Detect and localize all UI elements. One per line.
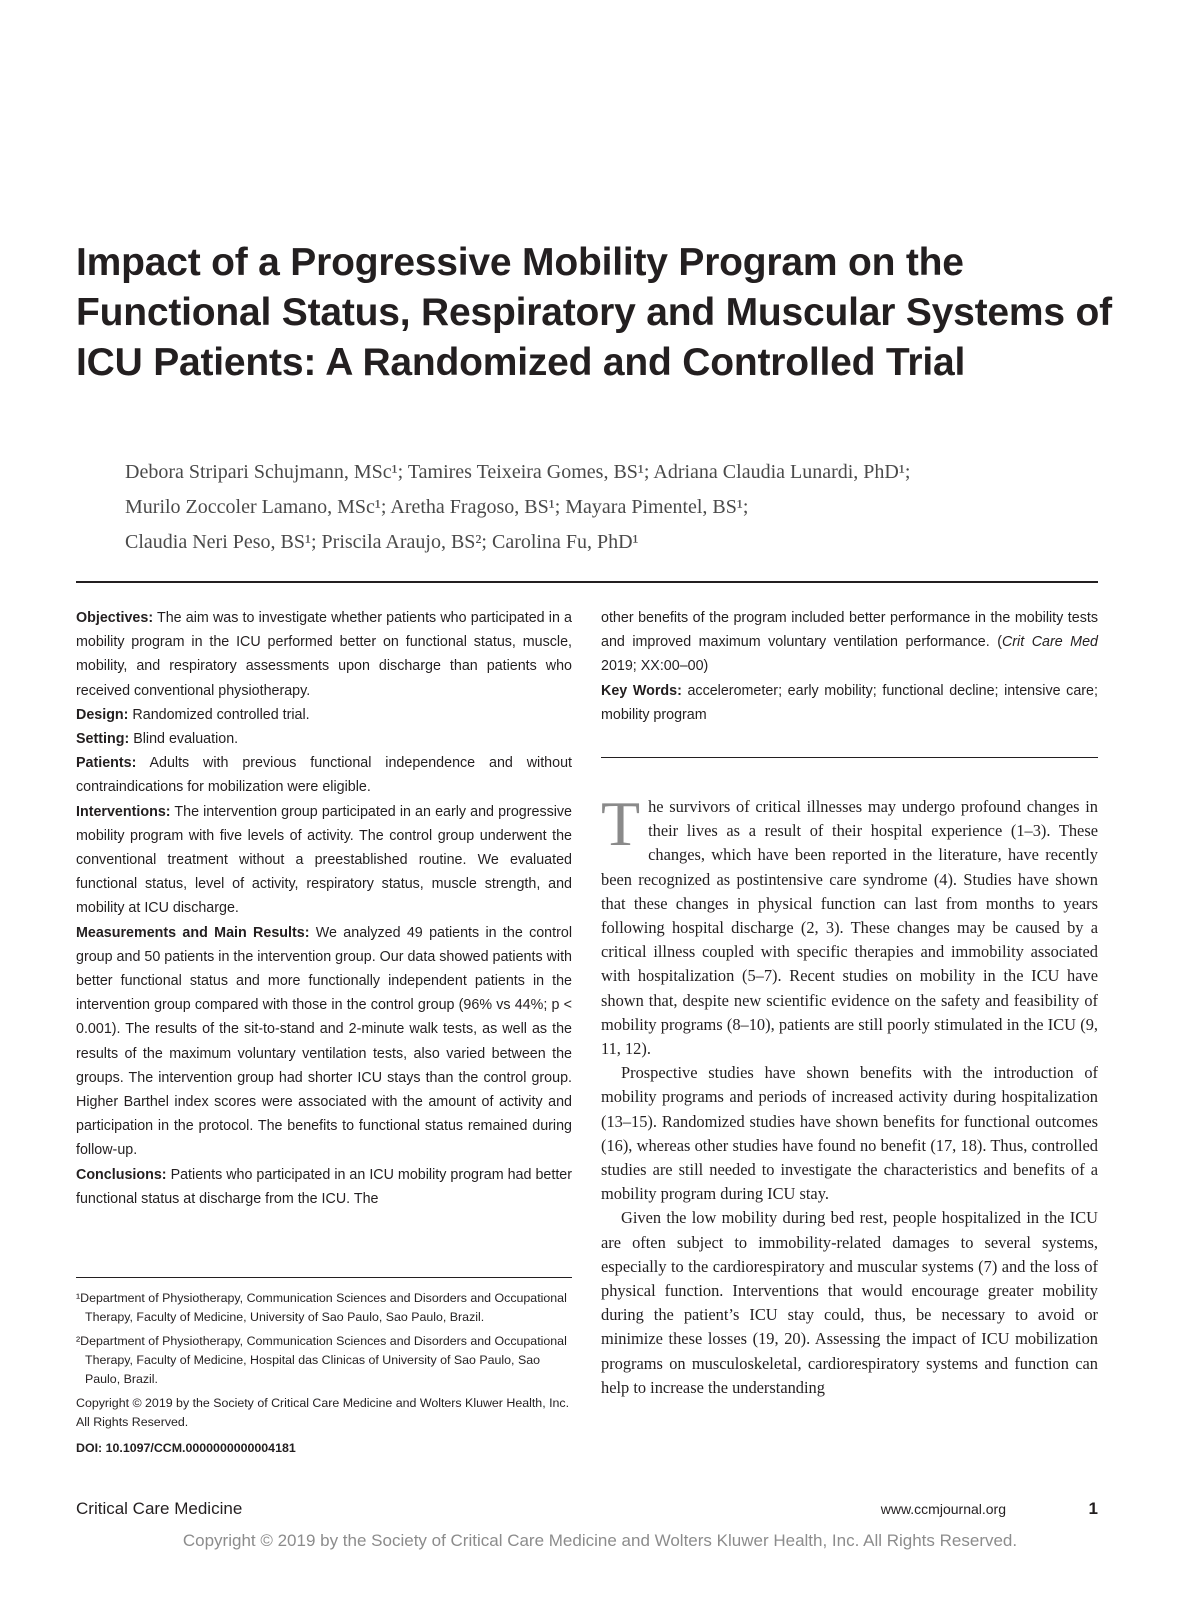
abstract-left-column bbox=[76, 606, 572, 1211]
footnotes bbox=[76, 1289, 572, 1463]
patients-label: Patients: bbox=[76, 755, 137, 772]
abstract-setting bbox=[76, 727, 572, 751]
citation-journal: Crit Care Med bbox=[1001, 634, 1098, 651]
citation-details: 2019; XX:00–00) bbox=[601, 658, 709, 675]
body-paragraph: Prospective studies have shown benefits with the introduction of mobility programs and periods of increased activity during hospitalization (13–15). Randomized studies have shown benefits for functional outcomes (16), whereas other studies have found no benefit (17, 18). Thus, controlled studies are still needed to investigate the characteristics and benefits of a mobility program during ICU stay. bbox=[601, 1063, 1098, 1204]
abstract-end-divider bbox=[601, 757, 1098, 758]
setting-text: Blind evaluation. bbox=[133, 731, 239, 748]
header-divider bbox=[76, 581, 1098, 583]
page-number: 1 bbox=[1088, 1499, 1098, 1518]
footnote-divider bbox=[76, 1277, 572, 1278]
objectives-label: Objectives: bbox=[76, 610, 154, 626]
interventions-label: Interventions: bbox=[76, 803, 171, 820]
abstract-interventions bbox=[76, 800, 572, 921]
setting-label: Setting: bbox=[76, 731, 130, 748]
measurements-text: We analyzed 49 patients in the control group and 50 patients in the intervention group. Our data showed patients with better functional status and more functionally independent patients in the intervention group compared with those in the control group (96% vs 44%; p < 0.001). The results of the sit-to-stand and 2-minute walk tests, as well as the results of the maximum voluntary ventilation tests, also varied between the groups. The intervention group had shorter ICU stays than the control group. Higher Barthel index scores were associated with the amount of activity and participation in the protocol. The benefits to functional status remained during follow-up. bbox=[76, 924, 572, 1159]
affiliation-2: ²Department of Physiotherapy, Communication Sciences and Disorders and Occupational Therapy, Faculty of Medicine, Hospital das Clinicas of University of Sao Paulo, Sao Paulo, Brazil. bbox=[76, 1334, 567, 1386]
body-paragraph: Given the low mobility during bed rest, people hospitalized in the ICU are often subject to immobility-related damages to several systems, especially to the cardiorespiratory and muscular systems (7) and the loss of physical function. Interventions that would encourage greater mobility during the patient’s ICU stay could, thus, be necessary to avoid or minimize these losses (19, 20). Assessing the impact of ICU mobilization programs on musculoskeletal, cardiorespiratory systems and function can help to increase the understanding bbox=[601, 1208, 1098, 1397]
design-text: Randomized controlled trial. bbox=[132, 706, 310, 723]
article-title: Impact of a Progressive Mobility Program on the Functional Status, Respiratory and Muscular Systems of ICU Patients: A Randomized and Controlled Trial bbox=[76, 241, 1112, 384]
keywords-label: Key Words: bbox=[601, 682, 682, 699]
keywords-text: accelerometer; early mobility; functional decline; intensive care; mobility program bbox=[601, 682, 1098, 723]
abstract-keywords bbox=[601, 679, 1098, 727]
interventions-text: The intervention group participated in an early and progressive mobility program with five levels of activity. The control group underwent the conventional treatment without a preestablished routine. We evaluated functional status, level of activity, respiratory status, muscle strength, and mobility at ICU discharge. bbox=[76, 803, 573, 917]
abstract-right-column bbox=[601, 606, 1098, 727]
body-paragraph bbox=[601, 788, 1098, 1061]
footnote-copyright: Copyright © 2019 by the Society of Critical Care Medicine and Wolters Kluwer Health, Inc. All Rights Reserved. bbox=[76, 1396, 570, 1429]
body-text bbox=[601, 788, 1098, 1400]
conclusions-label: Conclusions: bbox=[76, 1166, 167, 1183]
author-list bbox=[125, 455, 1115, 560]
abstract-measurements bbox=[76, 921, 572, 1163]
author-line: Debora Stripari Schujmann, MSc¹; Tamires Teixeira Gomes, BS¹; Adriana Claudia Lunardi, PhD¹; bbox=[125, 461, 911, 483]
abstract-conclusions bbox=[76, 1163, 572, 1211]
abstract-conclusions-continued bbox=[601, 606, 1098, 679]
objectives-text: The aim was to investigate whether patients who participated in a mobility program in the ICU performed better on functional status, muscle, mobility, and respiratory assessments upon discharge than patients who received conventional physiotherapy. bbox=[76, 610, 573, 699]
abstract-design bbox=[76, 703, 572, 727]
abstract-objectives bbox=[76, 606, 572, 703]
body-paragraph-1-text: he survivors of critical illnesses may undergo profound changes in their lives as a result of their hospital experience (1–3). These changes, which have been reported in the literature, have recently been recognized as postintensive care syndrome (4). Studies have shown that these changes in physical function can last from months to years following hospital discharge (2, 3). These changes may be caused by a critical illness coupled with specific therapies and immobility associated with hospitalization (5–7). Recent studies on mobility in the ICU have shown that, despite new scientific evidence on the safety and feasibility of mobility programs (8–10), patients are still poorly stimulated in the ICU (9, 11, 12). bbox=[601, 797, 1098, 1059]
conclusions-continued-text: other benefits of the program included better performance in the mobility tests and improved maximum voluntary ventilation performance. ( bbox=[601, 610, 1098, 651]
footer-journal-name: Critical Care Medicine bbox=[76, 1499, 243, 1518]
patients-text: Adults with previous functional independence and without contraindications for mobilization were eligible. bbox=[76, 755, 572, 796]
footer-journal-url[interactable]: www.ccmjournal.org bbox=[880, 1501, 1006, 1517]
affiliation-1: ¹Department of Physiotherapy, Communication Sciences and Disorders and Occupational Therapy, Faculty of Medicine, University of Sao Paulo, Sao Paulo, Brazil. bbox=[76, 1291, 567, 1324]
drop-cap: T bbox=[601, 788, 641, 859]
doi: DOI: 10.1097/CCM.0000000000004181 bbox=[76, 1441, 296, 1455]
copyright-banner: Copyright © 2019 by the Society of Critical Care Medicine and Wolters Kluwer Health, Inc. All Rights Reserved. bbox=[182, 1531, 1018, 1550]
abstract-patients bbox=[76, 751, 572, 799]
conclusions-text: Patients who participated in an ICU mobility program had better functional status at discharge from the ICU. The bbox=[76, 1166, 573, 1207]
author-line: Claudia Neri Peso, BS¹; Priscila Araujo, BS²; Carolina Fu, PhD¹ bbox=[125, 531, 639, 553]
design-label: Design: bbox=[76, 706, 129, 723]
measurements-label: Measurements and Main Results: bbox=[76, 924, 310, 941]
author-line: Murilo Zoccoler Lamano, MSc¹; Aretha Fragoso, BS¹; Mayara Pimentel, BS¹; bbox=[125, 496, 749, 518]
